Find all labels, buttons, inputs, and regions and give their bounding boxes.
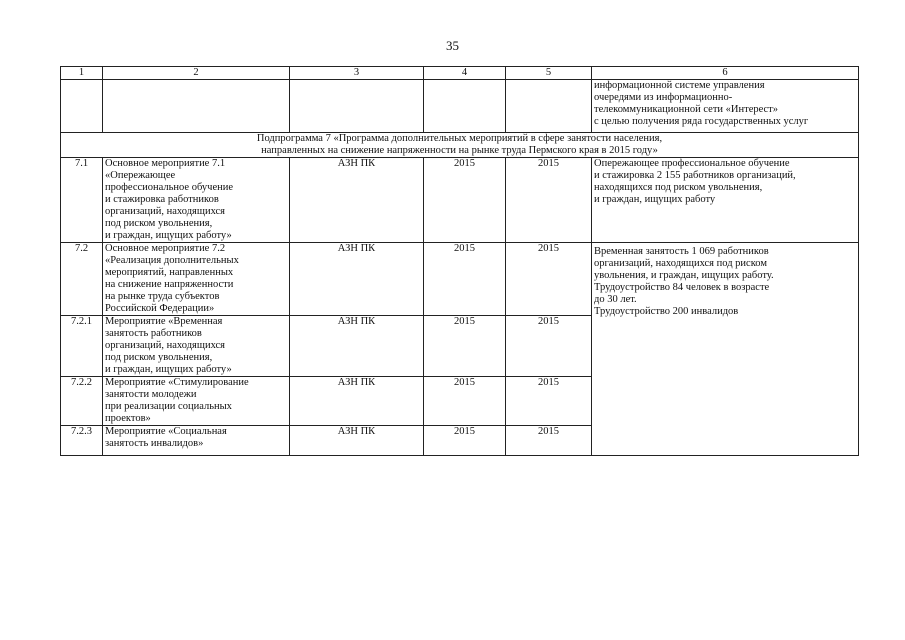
start-year: 2015 xyxy=(424,158,506,243)
end-year: 2015 xyxy=(506,316,592,377)
table-row xyxy=(61,243,859,316)
continuation-row xyxy=(61,80,859,133)
end-year: 2015 xyxy=(506,377,592,426)
page-number: 35 xyxy=(446,38,459,53)
column-header: 4 xyxy=(424,67,506,80)
program-table xyxy=(60,66,859,456)
column-header: 6 xyxy=(592,67,859,80)
row-number: 7.2.1 xyxy=(61,316,103,377)
row-number: 7.2.2 xyxy=(61,377,103,426)
executor: АЗН ПК xyxy=(290,243,424,316)
executor: АЗН ПК xyxy=(290,426,424,456)
column-header: 5 xyxy=(506,67,592,80)
expected-result: Опережающее профессиональное обучение и стажировка 2 155 работников организаций, находящихся под риском увольнения, и граждан, ищущих работу xyxy=(592,158,859,243)
column-header: 2 xyxy=(103,67,290,80)
column-header: 3 xyxy=(290,67,424,80)
start-year: 2015 xyxy=(424,377,506,426)
subprogram-title: Подпрограмма 7 «Программа дополнительных мероприятий в сфере занятости населения, направленных на снижение напряженности на рынке труда Пермского края в 2015 году» xyxy=(61,133,859,158)
activity-name: Основное мероприятие 7.2 «Реализация дополнительных мероприятий, направленных на снижение напряженности на рынке труда субъектов Российской Федерации» xyxy=(103,243,290,316)
end-year: 2015 xyxy=(506,243,592,316)
executor: АЗН ПК xyxy=(290,316,424,377)
executor: АЗН ПК xyxy=(290,377,424,426)
end-year: 2015 xyxy=(506,426,592,456)
row-number: 7.2 xyxy=(61,243,103,316)
activity-name: Мероприятие «Социальная занятость инвалидов» xyxy=(103,426,290,456)
continuation-text: информационной системе управления очередями из информационно- телекоммуникационной сети «Интерест» с целью получения ряда государственных услуг xyxy=(592,80,859,133)
activity-name: Мероприятие «Стимулирование занятости молодежи при реализации социальных проектов» xyxy=(103,377,290,426)
activity-name: Мероприятие «Временная занятость работников организаций, находящихся под риском увольнения, и граждан, ищущих работу» xyxy=(103,316,290,377)
column-header: 1 xyxy=(61,67,103,80)
end-year: 2015 xyxy=(506,158,592,243)
start-year: 2015 xyxy=(424,426,506,456)
table-header-row xyxy=(61,67,859,80)
table-row xyxy=(61,158,859,243)
executor: АЗН ПК xyxy=(290,158,424,243)
row-number: 7.1 xyxy=(61,158,103,243)
start-year: 2015 xyxy=(424,243,506,316)
start-year: 2015 xyxy=(424,316,506,377)
expected-result: Временная занятость 1 069 работников организаций, находящихся под риском увольнения, и граждан, ищущих работу. Трудоустройство 84 человек в возрасте до 30 лет. Трудоустройство 200 инвалидов xyxy=(592,243,859,456)
subprogram-row xyxy=(61,133,859,158)
row-number: 7.2.3 xyxy=(61,426,103,456)
activity-name: Основное мероприятие 7.1 «Опережающее профессиональное обучение и стажировка работников организаций, находящихся под риском увольнения, и граждан, ищущих работу» xyxy=(103,158,290,243)
